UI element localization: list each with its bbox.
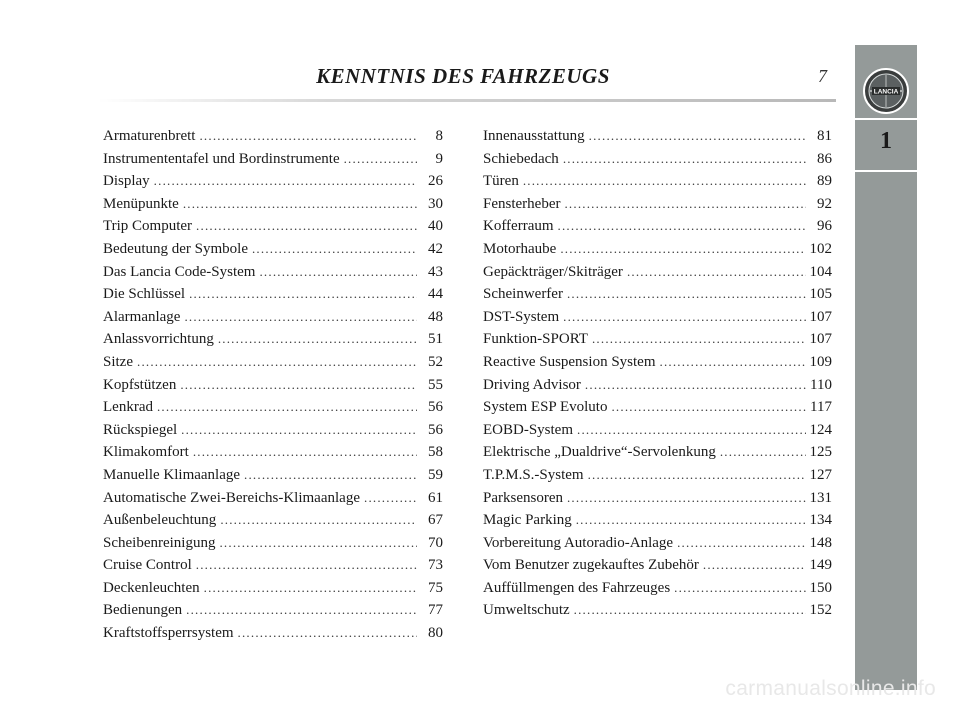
toc-entry	[483, 170, 832, 193]
toc-entry-page: 9	[435, 150, 443, 167]
toc-entry-title: Innenausstattung	[483, 128, 585, 144]
toc-entry	[103, 328, 443, 351]
toc-entry-page: 80	[428, 625, 443, 642]
toc-entry-page: 48	[428, 308, 443, 325]
toc-dot-leader	[183, 193, 417, 216]
toc-dot-leader	[238, 622, 417, 645]
toc-dot-leader	[674, 577, 805, 600]
toc-entry-title: Kopfstützen	[103, 376, 177, 393]
toc-entry-title: Bedienungen	[103, 602, 183, 619]
toc-dot-leader	[180, 374, 417, 397]
toc-entry	[483, 148, 832, 171]
toc-dot-leader	[184, 306, 417, 329]
toc-entry-title: Manuelle Klimaanlage	[103, 466, 241, 483]
toc-entry-title: EOBD-System	[483, 421, 573, 438]
toc-entry-page: 125	[809, 444, 832, 461]
toc-entry	[483, 215, 832, 238]
header-rule	[98, 99, 836, 102]
toc-entry	[483, 125, 832, 148]
toc-entry-page: 52	[428, 353, 443, 370]
toc-entry-page: 70	[428, 534, 443, 551]
toc-dot-leader	[220, 509, 417, 532]
toc-entry-title: Driving Advisor	[483, 376, 581, 393]
toc-entry-title: Cruise Control	[103, 557, 192, 574]
watermark-text: carmanualsonline.info	[725, 677, 936, 700]
toc-entry	[103, 261, 443, 284]
toc-dot-leader	[577, 419, 806, 442]
toc-entry	[483, 464, 832, 487]
toc-entry	[103, 215, 443, 238]
toc-dot-leader	[564, 193, 806, 216]
toc-entry	[483, 261, 832, 284]
toc-entry-title: T.P.M.S.-System	[483, 466, 584, 483]
toc-entry-title: Die Schlüssel	[103, 286, 186, 303]
toc-entry-title: Lenkrad	[103, 399, 153, 416]
toc-entry-page: 61	[428, 489, 443, 506]
toc-entry-page: 59	[428, 466, 443, 483]
toc-entry-page: 127	[809, 466, 832, 483]
toc-entry	[103, 148, 443, 171]
toc-entry-title: Armaturenbrett	[103, 128, 196, 144]
toc-dot-leader	[660, 351, 806, 374]
toc-entry-title: Parksensoren	[483, 489, 563, 506]
toc-entry-page: 58	[428, 444, 443, 461]
toc-entry-title: Auffüllmengen des Fahrzeuges	[483, 579, 671, 596]
toc-entry	[103, 554, 443, 577]
toc-entry	[483, 532, 832, 555]
toc-dot-leader	[563, 148, 806, 171]
toc-entry-title: Anlassvorrichtung	[103, 331, 214, 348]
toc-dot-leader	[344, 148, 417, 171]
toc-entry	[103, 283, 443, 306]
toc-entry-page: 51	[428, 331, 443, 348]
page-number: 7	[818, 66, 827, 86]
toc-entry-page: 56	[428, 399, 443, 416]
toc-entry	[103, 396, 443, 419]
toc-entry	[103, 193, 443, 216]
toc-entry-title: Elektrische „Dualdrive“-Servolenkung	[483, 444, 716, 461]
toc-entry-title: Reactive Suspension System	[483, 353, 656, 370]
toc-entry-title: Klimakomfort	[103, 444, 189, 461]
toc-dot-leader	[219, 532, 417, 555]
toc-entry	[103, 599, 443, 622]
toc-entry	[483, 238, 832, 261]
toc-dot-leader	[218, 328, 417, 351]
toc-entry-page: 124	[809, 421, 832, 438]
toc-dot-leader	[589, 125, 806, 148]
toc-dot-leader	[193, 441, 417, 464]
toc-dot-leader	[181, 419, 417, 442]
toc-entry	[103, 441, 443, 464]
toc-entry	[103, 374, 443, 397]
toc-entry	[103, 622, 443, 645]
toc-entry-page: 117	[810, 399, 832, 416]
toc-entry	[483, 419, 832, 442]
toc-entry	[103, 306, 443, 329]
lancia-emblem-icon	[862, 67, 910, 115]
toc-dot-leader	[560, 238, 805, 261]
toc-entry-title: Scheinwerfer	[483, 286, 563, 303]
toc-entry-title: Menüpunkte	[103, 195, 179, 212]
toc-dot-leader	[523, 170, 806, 193]
toc-entry-page: 109	[809, 353, 832, 370]
emblem-text: LANCIA	[873, 88, 899, 96]
toc-entry-page: 26	[428, 173, 443, 190]
toc-column-left	[103, 125, 443, 645]
toc-entry-page: 110	[810, 376, 832, 393]
toc-entry-title: Bedeutung der Symbole	[103, 240, 248, 257]
toc-dot-leader	[703, 554, 806, 577]
toc-entry-title: Außenbeleuchtung	[103, 512, 217, 529]
toc-entry-title: Gepäckträger/Skiträger	[483, 263, 623, 280]
toc-dot-leader	[364, 487, 417, 510]
toc-entry-title: Funktion-SPORT	[483, 331, 588, 348]
toc-entry	[483, 283, 832, 306]
toc-entry	[103, 509, 443, 532]
toc-entry-title: Umweltschutz	[483, 602, 570, 619]
toc-entry-title: Schiebedach	[483, 150, 559, 167]
toc-entry-title: Kraftstoffsperrsystem	[103, 625, 234, 642]
toc-entry-page: 55	[428, 376, 443, 393]
toc-entry-page: 43	[428, 263, 443, 280]
toc-dot-leader	[611, 396, 806, 419]
toc-dot-leader	[592, 328, 806, 351]
toc-entry	[483, 441, 832, 464]
toc-entry-title: Display	[103, 173, 150, 190]
toc-dot-leader	[574, 599, 806, 622]
page-title: KENNTNIS DES FAHRZEUGS	[316, 64, 610, 88]
toc-entry-page: 75	[428, 579, 443, 596]
toc-entry-title: Instrumententafel und Bordinstrumente	[103, 150, 340, 167]
toc-entry-title: DST-System	[483, 308, 560, 325]
toc-dot-leader	[567, 487, 806, 510]
toc-entry	[103, 351, 443, 374]
toc-entry	[103, 238, 443, 261]
toc-entry	[483, 577, 832, 600]
toc-dot-leader	[244, 464, 417, 487]
toc-entry	[483, 306, 832, 329]
toc-entry	[103, 170, 443, 193]
toc-dot-leader	[720, 441, 806, 464]
toc-dot-leader	[196, 215, 417, 238]
toc-entry-page: 30	[428, 195, 443, 212]
toc-dot-leader	[627, 261, 806, 284]
toc-entry	[103, 532, 443, 555]
toc-entry-title: Alarmanlage	[103, 308, 181, 325]
toc-entry	[483, 396, 832, 419]
toc-entry-page: 150	[809, 579, 832, 596]
toc-entry-page: 89	[817, 173, 832, 190]
toc-dot-leader	[585, 374, 806, 397]
toc-dot-leader	[567, 283, 806, 306]
toc-dot-leader	[204, 577, 417, 600]
toc-entry-page: 131	[809, 489, 832, 506]
toc-entry	[483, 351, 832, 374]
toc-entry-page: 96	[817, 218, 832, 235]
side-tab-divider	[855, 170, 917, 172]
toc-entry	[103, 487, 443, 510]
chapter-number: 1	[880, 128, 892, 154]
toc-dot-leader	[196, 554, 417, 577]
toc-entry-page: 107	[809, 331, 832, 348]
toc-entry-page: 42	[428, 240, 443, 257]
toc-entry-page: 92	[817, 195, 832, 212]
toc-dot-leader	[252, 238, 417, 261]
toc-entry	[483, 509, 832, 532]
toc-entry-title: Automatische Zwei-Bereichs-Klimaanlage	[103, 489, 360, 506]
toc-entry-title: Rückspiegel	[103, 421, 178, 438]
side-tab-divider	[855, 118, 917, 120]
toc-entry-page: 56	[428, 421, 443, 438]
toc-entry-page: 81	[817, 128, 832, 144]
toc-entry-page: 148	[809, 534, 832, 551]
toc-entry-page: 86	[817, 150, 832, 167]
toc-entry-page: 102	[809, 240, 832, 257]
toc-entry-title: Motorhaube	[483, 240, 557, 257]
toc-entry-title: Sitze	[103, 353, 133, 370]
toc-entry-page: 149	[809, 557, 832, 574]
toc-entry	[103, 464, 443, 487]
toc-entry-page: 73	[428, 557, 443, 574]
toc-entry-title: Deckenleuchten	[103, 579, 200, 596]
toc-dot-leader	[186, 599, 417, 622]
toc-dot-leader	[154, 170, 417, 193]
toc-entry	[483, 599, 832, 622]
toc-dot-leader	[199, 125, 417, 148]
toc-entry	[483, 554, 832, 577]
toc-entry-title: Magic Parking	[483, 512, 572, 529]
toc-entry-title: Vom Benutzer zugekauftes Zubehör	[483, 557, 699, 574]
toc-column-right	[483, 125, 832, 622]
toc-dot-leader	[259, 261, 417, 284]
toc-entry-page: 77	[428, 602, 443, 619]
toc-entry-title: Vorbereitung Autoradio-Anlage	[483, 534, 674, 551]
toc-entry-page: 8	[435, 128, 443, 144]
toc-entry	[483, 487, 832, 510]
toc-entry-page: 107	[809, 308, 832, 325]
toc-entry-title: Türen	[483, 173, 519, 190]
toc-dot-leader	[558, 215, 806, 238]
toc-entry-page: 67	[428, 512, 443, 529]
toc-dot-leader	[588, 464, 806, 487]
toc-dot-leader	[189, 283, 417, 306]
toc-entry	[483, 374, 832, 397]
toc-entry-page: 134	[809, 512, 832, 529]
toc-entry-title: Scheibenreinigung	[103, 534, 216, 551]
toc-entry	[103, 577, 443, 600]
toc-entry-title: Trip Computer	[103, 218, 193, 235]
toc-dot-leader	[137, 351, 417, 374]
toc-dot-leader	[157, 396, 417, 419]
toc-entry	[103, 125, 443, 148]
toc-entry	[483, 328, 832, 351]
toc-entry-title: Das Lancia Code-System	[103, 263, 256, 280]
toc-entry-title: Kofferraum	[483, 218, 554, 235]
toc-entry-page: 104	[809, 263, 832, 280]
toc-entry-title: Fensterheber	[483, 195, 561, 212]
toc-entry-page: 152	[809, 602, 832, 619]
toc-entry	[103, 419, 443, 442]
toc-entry-page: 44	[428, 286, 443, 303]
toc-entry-title: System ESP Evoluto	[483, 399, 608, 416]
toc-dot-leader	[563, 306, 805, 329]
toc-dot-leader	[576, 509, 806, 532]
toc-dot-leader	[677, 532, 805, 555]
toc-entry	[483, 193, 832, 216]
toc-entry-page: 40	[428, 218, 443, 235]
toc-entry-page: 105	[809, 286, 832, 303]
